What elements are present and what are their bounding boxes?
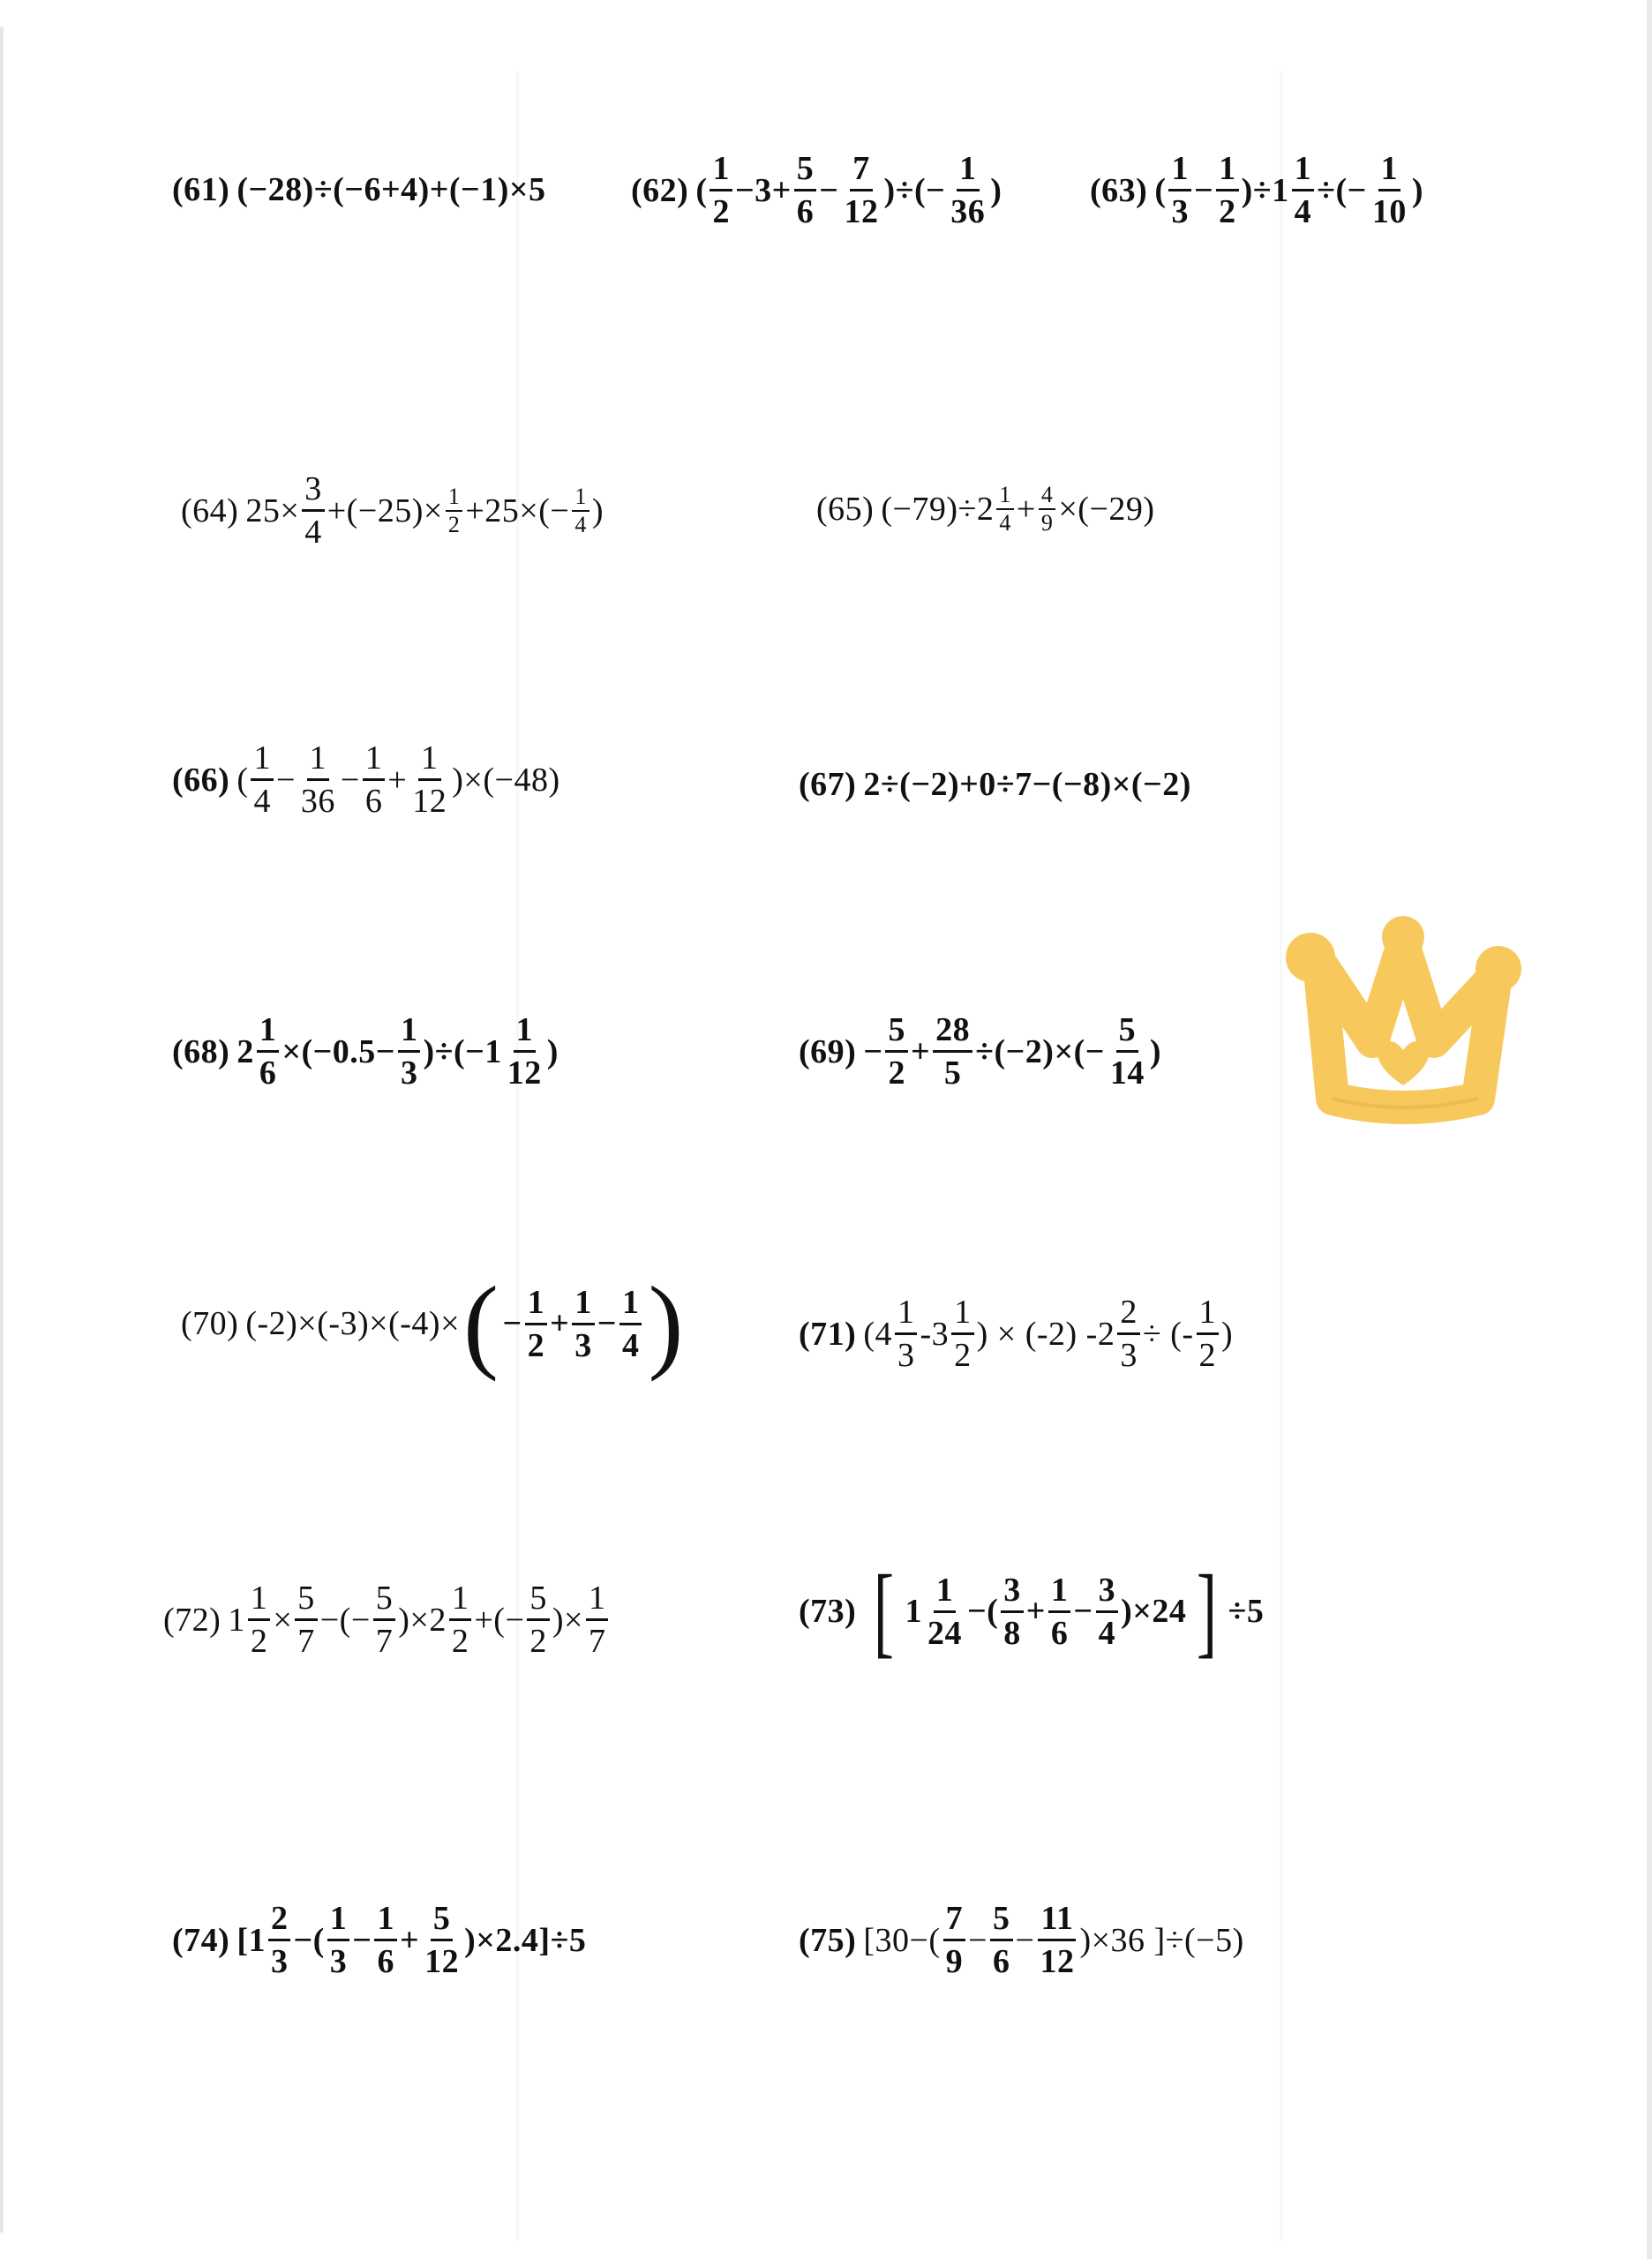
fraction [251,741,274,818]
expr-part: − [597,1305,617,1342]
numerator: 1 [1197,1295,1220,1335]
expr-part: ×(−29) [1058,491,1155,528]
expr-part: ×(−0.5− [282,1032,395,1070]
numerator: 5 [1116,1013,1139,1053]
numerator: 1 [327,1902,350,1941]
denominator: 2 [1219,193,1236,230]
fraction [409,741,449,818]
expr-part: [1 [237,1921,266,1959]
denominator: 3 [1120,1337,1138,1374]
numerator: 1 [710,152,732,191]
denominator: 4 [999,510,1011,536]
denominator: 6 [1050,1614,1069,1652]
expr-part: − [1015,1921,1035,1959]
numerator: 1 [586,1581,609,1621]
fraction [1108,1013,1147,1090]
expr-part: [30−( [863,1921,941,1959]
denominator: 4 [621,1326,640,1364]
fraction [527,1581,550,1658]
expr-part: )÷(− [883,171,946,209]
expr-part: + [399,1921,420,1959]
fraction [933,1013,972,1090]
expr-part: 2 [237,1032,254,1070]
expr-part: ) [1411,171,1423,209]
numerator: 1 [1048,1573,1071,1613]
denominator: 3 [329,1943,348,1980]
fraction [620,1283,642,1364]
numerator: 1 [1292,152,1315,191]
expr-part: 25× [245,492,300,529]
expr-part: 1 [228,1601,245,1639]
problem-64 [181,472,604,549]
denominator: 2 [1198,1337,1216,1374]
problem-62 [631,152,1002,229]
problem-74 [172,1902,586,1978]
denominator: 2 [527,1326,545,1364]
problem-number: (65) [816,491,875,528]
left-bracket: [ [874,1555,895,1668]
expr-part: + [1016,491,1036,528]
problem-75 [799,1902,1244,1978]
fraction [525,1283,548,1364]
expr-part: ( [695,171,708,209]
expr-part: 1 [905,1593,922,1631]
problem-number: (70) [181,1305,239,1342]
numerator: 1 [1378,152,1401,191]
problem-number: (61) [172,171,230,208]
numerator: 28 [933,1013,972,1053]
numerator: 1 [257,1013,280,1053]
expr-part: − [1073,1593,1093,1631]
expr-part: ) [990,171,1002,209]
numerator: 7 [850,152,873,191]
problem-69 [799,1013,1161,1090]
problem-71 [799,1295,1233,1372]
numerator: 1 [418,741,441,781]
expr-part: (4 [863,1315,892,1353]
numerator: 1 [620,1286,642,1325]
numerator: 1 [307,741,330,781]
expr-part: (−79)÷2 [881,491,995,528]
problem-72 [163,1581,611,1658]
denominator: 36 [950,193,986,230]
expr-part: + [1025,1593,1046,1631]
right-paren: ) [648,1265,684,1382]
expression: 2÷(−2)+0÷7−(−8)×(−2) [863,766,1191,803]
denominator: 3 [270,1943,289,1980]
expr-part: ) [1149,1032,1162,1070]
denominator: 7 [588,1623,606,1660]
denominator: 2 [954,1337,972,1374]
numerator: 2 [268,1902,291,1941]
fraction [1216,152,1239,229]
problem-number: (63) [1090,171,1148,209]
numerator: 5 [794,152,817,191]
denominator: 14 [1109,1054,1145,1092]
denominator: 4 [304,514,322,551]
fraction [302,472,325,549]
expr-part: (-2)×(-3)×(-4)× [245,1305,460,1342]
numerator: 5 [431,1902,454,1941]
expr-part: ÷(− [1317,171,1367,209]
expr-part: ) [1221,1315,1234,1353]
numerator: 1 [895,1295,918,1335]
expr-part: −( [966,1593,999,1631]
numerator: 1 [449,1581,472,1621]
expr-part: −( [293,1921,325,1959]
problem-68 [172,1013,559,1090]
numerator: 7 [943,1902,966,1941]
denominator: 6 [993,1943,1010,1980]
numerator: 1 [251,741,274,781]
right-edge [1647,0,1652,2259]
fraction [925,1573,965,1650]
denominator: 12 [424,1943,460,1980]
denominator: 5 [943,1054,962,1092]
expr-part: + [387,761,408,799]
fraction [398,1013,421,1090]
numerator: 1 [996,484,1014,510]
numerator: 1 [572,485,589,512]
numerator: 1 [957,152,980,191]
fraction [422,1902,462,1978]
fraction [248,1581,271,1658]
numerator: 1 [446,485,463,512]
expr-part: − [819,171,839,209]
numerator: 1 [934,1573,957,1613]
denominator: 4 [1098,1614,1116,1652]
expr-part: )÷1 [1241,171,1289,209]
denominator: 4 [1294,193,1312,230]
fraction [794,152,817,229]
fraction [373,1581,396,1658]
problem-number: (62) [631,171,689,209]
denominator: 8 [1003,1614,1021,1652]
expr-part: )×24 [1121,1593,1187,1631]
denominator: 9 [945,1943,964,1980]
expr-part: − [340,761,360,799]
numerator: 3 [302,472,325,512]
problem-number: (75) [799,1921,857,1959]
expr-part: −3+ [734,171,792,209]
fraction [449,1581,472,1658]
expr-part: ( [237,761,249,799]
expr-part: − [863,1032,883,1070]
expr-part: )×36 ]÷(−5) [1079,1921,1244,1959]
fraction [951,1295,974,1372]
denominator: 3 [1171,193,1189,230]
fraction [1096,1573,1119,1650]
expr-part: − [968,1921,987,1959]
denominator: 4 [253,783,271,820]
expr-part: ÷(−2)×(− [975,1032,1105,1070]
numerator: 3 [1001,1573,1024,1613]
numerator: 1 [1168,152,1191,191]
expr-part: +25×(− [465,492,570,529]
expr-part: − [1193,171,1214,209]
numerator: 1 [572,1286,595,1325]
expr-part: ( [1154,171,1167,209]
fraction [710,152,732,229]
fraction [841,152,881,229]
fraction [257,1013,280,1090]
denominator: 12 [1040,1943,1075,1980]
problem-number: (68) [172,1032,230,1070]
fraction [990,1902,1013,1978]
denominator: 36 [300,783,335,820]
expr-part: )×2 [398,1601,447,1639]
problem-65 [816,484,1155,535]
fraction [948,152,987,229]
problem-70 [181,1265,687,1382]
denominator: 7 [375,1623,394,1660]
fraction [1292,152,1315,229]
fraction [895,1295,918,1372]
fraction [374,1902,397,1978]
problem-73 [799,1555,1265,1668]
numerator: 1 [363,741,386,781]
problem-61 [172,173,546,206]
expr-part: -3 [920,1315,950,1353]
denominator: 2 [447,511,461,537]
problem-number: (64) [181,492,239,529]
problem-66 [172,741,560,818]
denominator: 4 [574,511,587,537]
left-paren: ( [463,1265,499,1382]
numerator: 1 [951,1295,974,1335]
fraction [1197,1295,1220,1372]
expression: (−28)÷(−6+4)+(−1)×5 [237,171,546,208]
problem-number: (66) [172,761,230,799]
fraction [1370,152,1409,229]
denominator: 9 [1040,510,1054,536]
fraction [1001,1573,1024,1650]
numerator: 3 [1096,1573,1119,1613]
fraction [572,485,589,537]
fraction [327,1902,350,1978]
numerator: 1 [374,1902,397,1941]
problem-number: (72) [163,1601,222,1639]
denominator: 2 [712,193,730,230]
fraction [505,1013,544,1090]
crown-icon [1271,909,1536,1174]
denominator: 6 [377,1943,394,1980]
expr-part: )×(−48) [452,761,560,799]
denominator: 3 [400,1054,418,1092]
denominator: 7 [297,1623,315,1660]
expr-part: ÷5 [1228,1593,1265,1631]
fraction [1037,1902,1077,1978]
denominator: 6 [364,783,383,820]
denominator: 2 [250,1623,268,1660]
fraction [363,741,386,818]
denominator: 2 [529,1623,547,1660]
expr-part: + [550,1305,570,1342]
problem-number: (67) [799,766,857,803]
fraction [268,1902,291,1978]
denominator: 3 [574,1326,592,1364]
numerator: 5 [373,1581,396,1621]
problem-number: (71) [799,1315,857,1353]
numerator: 1 [514,1013,537,1053]
fraction [298,741,338,818]
numerator: 1 [398,1013,421,1053]
denominator: 12 [507,1054,542,1092]
fraction [586,1581,609,1658]
numerator: 1 [248,1581,271,1621]
expr-part: ) [591,492,604,529]
expr-part: × [273,1601,293,1639]
fraction [295,1581,318,1658]
fraction [1048,1573,1071,1650]
expr-part: ÷ (- [1142,1315,1194,1353]
fraction [885,1013,908,1090]
left-edge [0,26,4,2233]
numerator: 1 [1216,152,1239,191]
expr-part: + [910,1032,931,1070]
denominator: 2 [451,1623,469,1660]
denominator: 10 [1371,193,1407,230]
expr-part: +(−25)× [327,492,443,529]
numerator: 1 [525,1286,548,1325]
fraction [1168,152,1191,229]
fraction [446,485,463,537]
right-bracket: ] [1197,1555,1218,1668]
denominator: 24 [927,1614,962,1652]
numerator: 5 [990,1902,1013,1941]
denominator: 12 [412,783,447,820]
expr-part: − [352,1921,372,1959]
fraction [943,1902,966,1978]
denominator: 3 [897,1337,915,1374]
numerator: 5 [295,1581,318,1621]
expr-part: +(− [474,1601,525,1639]
problem-number: (69) [799,1032,857,1070]
expr-part: −(− [319,1601,371,1639]
fraction [572,1283,595,1364]
numerator: 4 [1039,484,1056,510]
problem-number: (73) [799,1593,857,1631]
problem-number: (74) [172,1921,230,1959]
denominator: 6 [259,1054,277,1092]
numerator: 11 [1038,1902,1076,1941]
expr-part: )×2.4]÷5 [464,1921,587,1959]
expr-part: ) × (-2) -2 [976,1315,1115,1353]
fraction [996,484,1014,535]
numerator: 5 [527,1581,550,1621]
fraction [1039,484,1056,535]
expr-part: − [275,761,296,799]
problem-63 [1090,152,1423,229]
numerator: 2 [1117,1295,1140,1335]
fraction [1117,1295,1140,1372]
numerator: 5 [885,1013,908,1053]
denominator: 12 [844,193,879,230]
expr-part: ) [546,1032,559,1070]
problem-67 [799,768,1191,801]
denominator: 2 [888,1054,905,1092]
expr-part: )÷(−1 [423,1032,502,1070]
expr-part: )× [552,1601,583,1639]
expr-part: − [502,1305,522,1342]
denominator: 6 [796,193,815,230]
